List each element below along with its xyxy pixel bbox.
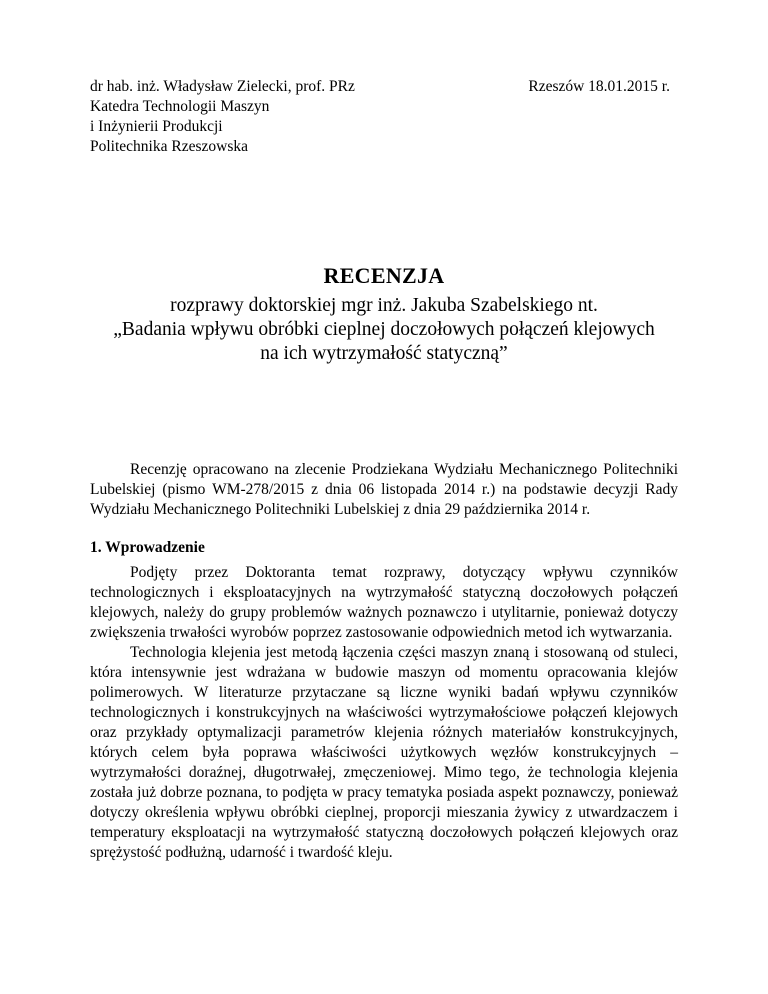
author-name: dr hab. inż. Władysław Zielecki, prof. PRz <box>90 78 355 95</box>
subtitle-line: „Badania wpływu obróbki cieplnej doczołowych połączeń klejowych <box>113 319 655 340</box>
author-department: Katedra Technologii Maszyn <box>90 98 270 115</box>
body-paragraph: Technologia klejenia jest metodą łączenia części maszyn znaną i stosowaną od stuleci, która intensywnie jest wdrażana w budowie maszyn od momentu opracowania klejów polimerowych. W literaturze przytaczane są liczne wyniki badań wpływu czynników technologicznych i konstrukcyjnych na właściwości wytrzymałościowe połączeń klejowych oraz przykłady optymalizacji parametrów klejenia różnych materiałów konstrukcyjnych, których celem była poprawa właściwości użytkowych węzłów konstrukcyjnych – wytrzymałości doraźnej, długotrwałej, zmęczeniowej. Mimo tego, że technologia klejenia została już dobrze poznana, to podjęta w pracy tematyka posiada aspekt poznawczy, ponieważ dotyczy określenia wpływu obróbki cieplnej, proporcji mieszania żywicy z utwardzaczem i temperatury eksploatacji na wytrzymałość statyczną doczołowych połączeń klejowych oraz sprężystość podłużną, udarność i twardość kleju. <box>90 644 678 861</box>
subtitle-line: na ich wytrzymałość statyczną” <box>260 343 508 364</box>
section-body <box>90 563 678 863</box>
subtitle-line: rozprawy doktorskiej mgr inż. Jakuba Szabelskiego nt. <box>170 295 598 316</box>
body-paragraph: Podjęty przez Doktoranta temat rozprawy, dotyczący wpływu czynników technologicznych i eksploatacyjnych na wytrzymałość statyczną doczołowych połączeń klejowych, należy do grupy problemów ważnych poznawczo i utylitarnie, ponieważ dotyczy zwiększenia trwałości wyrobów poprzez zastosowanie odpowiednich metod ich wytwarzania. <box>90 564 678 641</box>
section-heading: 1. Wprowadzenie <box>90 539 205 556</box>
place-date: Rzeszów 18.01.2015 r. <box>528 78 670 95</box>
intro-paragraph: Recenzję opracowano na zlecenie Prodziekana Wydziału Mechanicznego Politechniki Lubelskiej (pismo WM-278/2015 z dnia 06 listopada 2014 r.) na podstawie decyzji Rady Wydziału Mechanicznego Politechniki Lubelskiej z dnia 29 października 2014 r. <box>90 461 678 518</box>
author-department-cont: i Inżynierii Produkcji <box>90 118 223 135</box>
document-title: RECENZJA <box>323 263 445 288</box>
document-subtitle <box>90 294 678 366</box>
author-university: Politechnika Rzeszowska <box>90 138 248 155</box>
author-block <box>90 77 355 157</box>
